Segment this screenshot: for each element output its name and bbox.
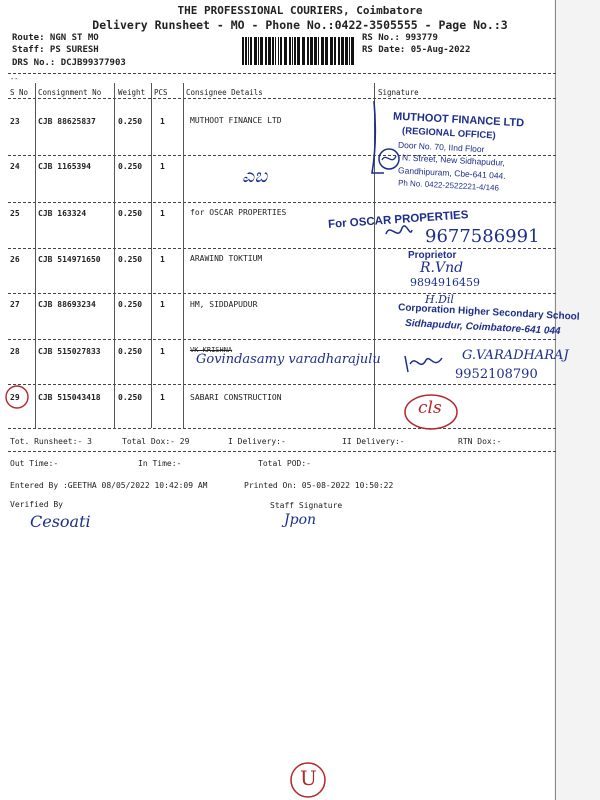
row-consignment: CJB 88693234 <box>38 300 96 309</box>
row-pcs: 1 <box>160 300 165 309</box>
rs-number: RS No.: 993779 <box>362 33 438 43</box>
row-weight: 0.250 <box>118 347 143 356</box>
barcode-bar <box>307 37 309 65</box>
stamp-muthoot-city: Gandhipuram, Cbe-641 044. <box>397 165 506 181</box>
printed-on: Printed On: 05-08-2022 10:50:22 <box>244 481 394 490</box>
barcode-bar <box>330 37 333 65</box>
col-divider <box>35 83 36 428</box>
total-pod: Total POD:- <box>258 459 311 468</box>
total-runsheet: Tot. Runsheet:- 3 <box>10 437 92 446</box>
row-consignment: CJB 88625837 <box>38 117 96 126</box>
stamp-muthoot-office: (REGIONAL OFFICE) <box>401 125 497 142</box>
barcode-bar <box>265 37 267 65</box>
barcode-bar <box>351 37 354 65</box>
stamp-muthoot-phone: Ph No. 0422-2522221-4/146 <box>397 178 500 193</box>
handwritten-signature: G.VARADHARAJ <box>462 348 569 363</box>
signature-scribble <box>402 350 446 376</box>
stamp-muthoot-street: N. Street, New Sidhapudur, <box>401 152 506 168</box>
barcode-bar <box>318 37 319 65</box>
barcode-bar <box>345 37 348 65</box>
totals-rule <box>8 451 556 452</box>
barcode-bar <box>278 37 279 65</box>
barcode-bar <box>294 37 296 65</box>
barcode-bar <box>250 37 252 65</box>
row-pcs: 1 <box>160 255 165 264</box>
oscar-scribble <box>384 220 414 244</box>
row-consignee: for OSCAR PROPERTIES <box>190 208 287 217</box>
col-consignment: Consignment No <box>38 88 102 97</box>
barcode-bar <box>338 37 340 65</box>
rs-date: RS Date: 05-Aug-2022 <box>362 45 471 55</box>
barcode-bar <box>248 37 249 65</box>
stamp-proprietor: Proprietor <box>408 250 457 261</box>
in-time: In Time:- <box>138 459 182 468</box>
staff-signature-ink: Jpon <box>284 512 317 528</box>
col-divider <box>183 83 184 428</box>
stamp-school-name: Corporation Higher Secondary School <box>397 302 580 323</box>
out-time: Out Time:- <box>10 459 59 468</box>
row-consignee: SABARI CONSTRUCTION <box>190 393 282 402</box>
barcode-bar <box>321 37 324 65</box>
verified-signature: Cesoati <box>30 512 91 531</box>
row-sno: 27 <box>10 300 20 309</box>
red-cls-mark: cls <box>418 398 442 418</box>
row-pcs: 1 <box>160 209 165 218</box>
runsheet-subtitle: Delivery Runsheet - MO - Phone No.:0422-3505555 - Page No.:3 <box>92 18 508 32</box>
barcode-bar <box>245 37 247 65</box>
row-consignment: CJB 1165394 <box>38 162 91 171</box>
row-rule-28 <box>8 384 556 385</box>
total-dox: Total Dox:- 29 <box>122 437 190 446</box>
row-weight: 0.250 <box>118 162 143 171</box>
entered-by: Entered By :GEETHA 08/05/2022 10:42:09 AM <box>10 481 208 490</box>
page-edge-line <box>555 0 556 800</box>
handwritten-signature: R.Vnd <box>420 260 464 276</box>
barcode-bar <box>268 37 271 65</box>
col-divider <box>151 83 152 428</box>
red-page-mark: U <box>300 766 317 790</box>
ii-delivery: II Delivery:- <box>342 437 405 446</box>
row-weight: 0.250 <box>118 117 143 126</box>
row-pcs: 1 <box>160 347 165 356</box>
verified-by: Verified By <box>10 500 63 509</box>
staff-signature: Staff Signature <box>270 501 343 510</box>
row-weight: 0.250 <box>118 209 143 218</box>
barcode-bar <box>272 37 274 65</box>
row-sno: 23 <box>10 117 20 126</box>
row-sno: 28 <box>10 347 20 356</box>
page-margin-strip <box>554 0 600 800</box>
row-sno: 26 <box>10 255 20 264</box>
row-sno: 25 <box>10 209 20 218</box>
row-consignment: CJB 515043418 <box>38 393 101 402</box>
col-weight: Weight <box>118 88 146 97</box>
row-consignee: ARAWIND TOKTIUM <box>190 254 263 263</box>
barcode-bar <box>258 37 259 65</box>
barcode-bar <box>292 37 293 65</box>
handwritten-signature: H.Dil <box>425 293 454 306</box>
row-pcs: 1 <box>160 117 165 126</box>
handwritten-phone: 9894916459 <box>410 276 480 289</box>
barcode-bar <box>334 37 336 65</box>
row-consignee: MUTHOOT FINANCE LTD <box>190 116 282 125</box>
col-divider <box>114 83 115 428</box>
drs-number: DRS No.: DCJB99377903 <box>12 58 126 68</box>
col-pcs: PCS <box>154 88 168 97</box>
barcode-bar <box>242 37 244 65</box>
route-label: Route: NGN ST MO <box>12 33 99 43</box>
col-sno: S No <box>10 88 29 97</box>
stamp-school-address: Sidhapudur, Coimbatore-641 044 <box>404 317 561 338</box>
row-weight: 0.250 <box>118 300 143 309</box>
row-rule-24 <box>8 202 556 203</box>
barcode-bar <box>284 37 287 65</box>
handwritten-consignee: Govindasamy varadharajulu <box>196 352 381 367</box>
barcode-bar <box>260 37 263 65</box>
barcode-bar <box>275 37 276 65</box>
staff-label: Staff: PS SURESH <box>12 45 99 55</box>
rule-mark: -- <box>10 75 19 83</box>
stamp-muthoot-name: MUTHOOT FINANCE LTD <box>392 110 525 130</box>
stamp-oscar: For OSCAR PROPERTIES <box>327 209 469 231</box>
handwritten-phone: 9677586991 <box>425 226 540 247</box>
barcode-bar <box>254 37 257 65</box>
stamp-muthoot-door: Door No. 70, IInd Floor <box>397 139 485 155</box>
table-top-rule <box>8 73 556 74</box>
i-delivery: I Delivery:- <box>228 437 286 446</box>
row-consignment: CJB 163324 <box>38 209 87 218</box>
barcode-bar <box>349 37 350 65</box>
company-title: THE PROFESSIONAL COURIERS, Coimbatore <box>177 4 423 17</box>
col-consignee: Consignee Details <box>186 88 263 97</box>
barcode <box>240 36 358 66</box>
row-rule-26 <box>8 293 556 294</box>
row-rule-27 <box>8 339 556 340</box>
barcode-bar <box>310 37 313 65</box>
barcode-bar <box>280 37 282 65</box>
row-rule-29 <box>8 428 556 429</box>
barcode-bar <box>341 37 344 65</box>
col-signature: Signature <box>378 88 419 97</box>
barcode-bar <box>325 37 328 65</box>
row-consignment: CJB 515027833 <box>38 347 101 356</box>
row-weight: 0.250 <box>118 393 143 402</box>
red-circle-mark <box>3 382 35 412</box>
barcode-bar <box>314 37 317 65</box>
row-sno: 29 <box>10 393 20 402</box>
barcode-bar <box>289 37 291 65</box>
handwritten-phone: 9952108790 <box>455 367 538 382</box>
barcode-bar <box>302 37 305 65</box>
row-rule-25 <box>8 248 556 249</box>
row-weight: 0.250 <box>118 255 143 264</box>
row-consignment: CJB 514971650 <box>38 255 101 264</box>
row-pcs: 1 <box>160 393 165 402</box>
row-sno: 24 <box>10 162 20 171</box>
row-pcs: 1 <box>160 162 165 171</box>
stamp-seal-scribble <box>376 146 402 172</box>
barcode-bar <box>297 37 300 65</box>
header-rule <box>8 98 556 99</box>
row-consignee: HM, SIDDAPUDUR <box>190 300 258 309</box>
handwritten-note: ಎಬ <box>242 165 268 187</box>
rtn-dox: RTN Dox:- <box>458 437 502 446</box>
row-consignee: VK KRISHNA <box>190 346 233 354</box>
